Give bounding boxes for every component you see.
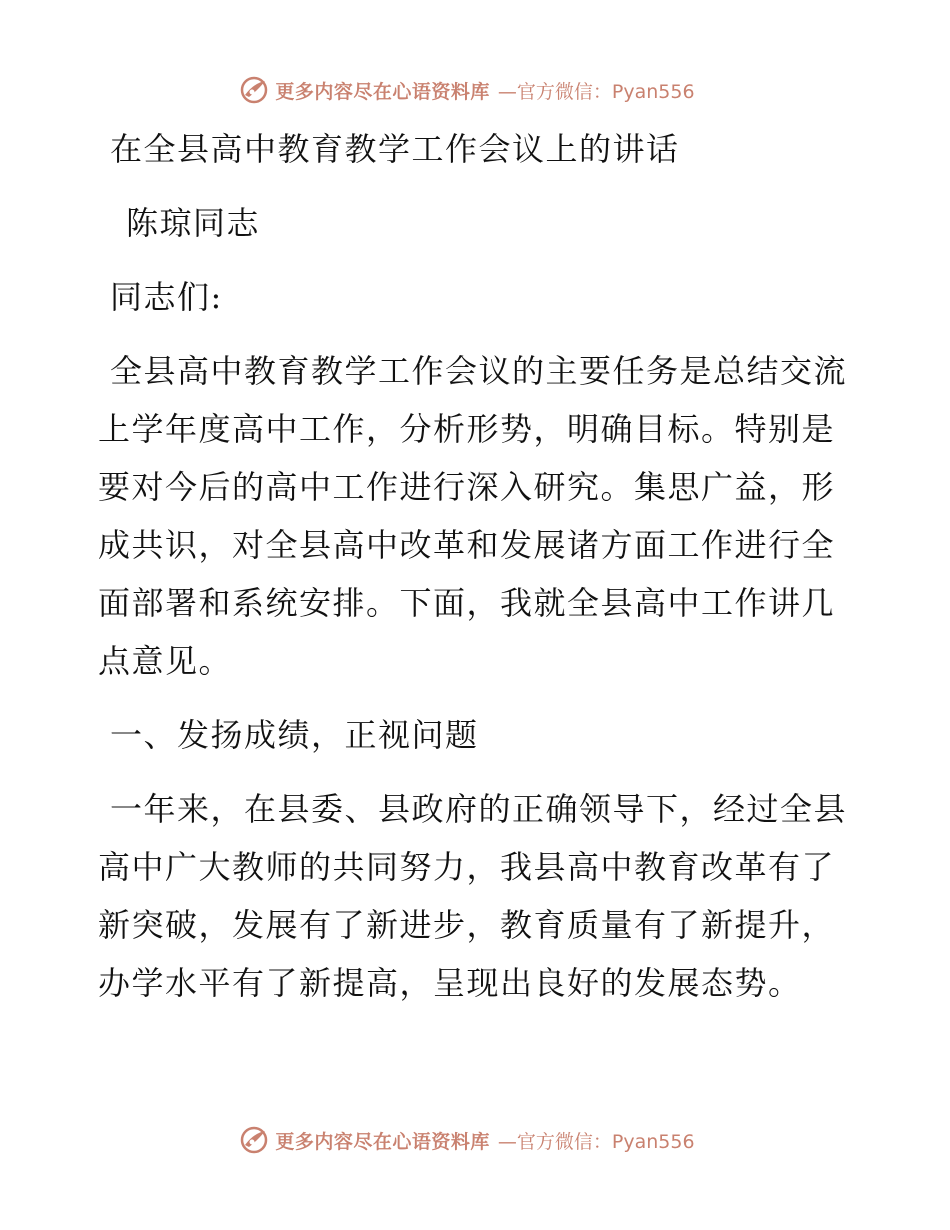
banner-text: 更多内容尽在心语资料库 — [275, 1130, 490, 1153]
document-title: 在全县高中教育教学工作会议上的讲话 — [110, 130, 680, 168]
banner-subtext: —官方微信：Pyan556 — [497, 80, 695, 103]
banner-subtext: —官方微信：Pyan556 — [497, 1130, 695, 1153]
document-author: 陈琼同志 — [126, 204, 261, 242]
paragraph-section-1: 一年来，在县委、县政府的正确领导下，经过全县高中广大教师的共同努力，我县高中教育改革有了新突破，发展有了新进步，教育质量有了新提升，办学水平有了新提高，呈现出良好的发展态势。 — [98, 790, 848, 1002]
pen-logo-icon — [239, 1125, 269, 1155]
header-banner — [0, 70, 950, 110]
paragraph-intro: 全县高中教育教学工作会议的主要任务是总结交流上学年度高中工作，分析形势，明确目标。特别是要对今后的高中工作进行深入研究。集思广益，形成共识，对全县高中改革和发展诸方面工作进行全面部署和系统安排。下面，我就全县高中工作讲几点意见。 — [98, 352, 848, 680]
pen-logo-icon — [239, 75, 269, 105]
document-greeting: 同志们: — [110, 278, 223, 316]
banner-content — [239, 1125, 694, 1155]
footer-banner — [0, 1120, 950, 1160]
banner-content — [239, 75, 694, 105]
banner-text: 更多内容尽在心语资料库 — [275, 80, 490, 103]
section-heading: 一、发扬成绩，正视问题 — [110, 716, 479, 754]
document-body — [98, 120, 858, 1012]
